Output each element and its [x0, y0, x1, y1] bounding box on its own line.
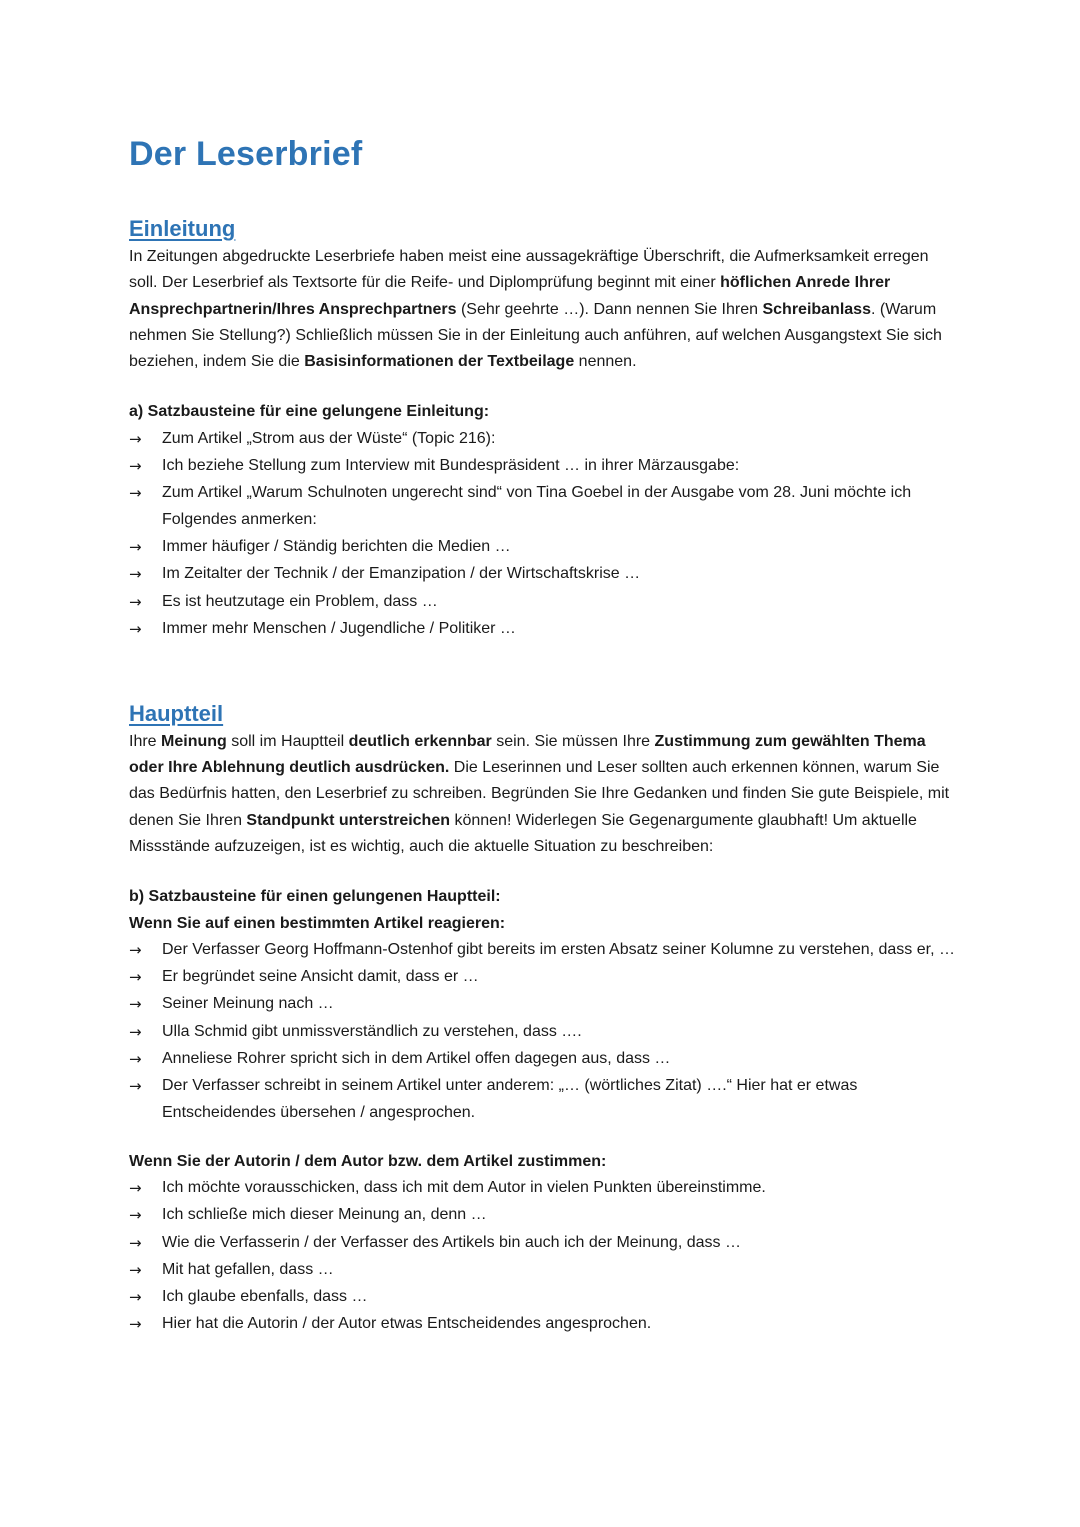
- page-title: Der Leserbrief: [129, 135, 363, 173]
- list-item-text: Immer häufiger / Ständig berichten die Medien …: [162, 538, 511, 556]
- section-hauptteil: [129, 699, 959, 1338]
- body-text: Die Leserinnen und Leser sollten auch erkennen können, warum Sie das Bedürfnis hatten, den Leserbrief zu schreiben. Begründen Sie Ihre Gedanken und finden Sie gute Beispiele, mit denen Sie Ihren: [129, 759, 950, 829]
- arrow-right-icon: →: [129, 1022, 142, 1041]
- list-item: [129, 1175, 959, 1202]
- body-text: . (Warum nehmen Sie Stellung?) Schließlich müssen Sie in der Einleitung auch anführen, auf welchen Ausgangstext Sie sich beziehen, indem Sie die: [129, 300, 942, 371]
- arrow-right-icon: →: [129, 429, 142, 448]
- section-einleitung: [129, 214, 959, 643]
- arrow-right-icon: →: [129, 1049, 142, 1068]
- hauptteil-group2-heading: Wenn Sie der Autorin / dem Autor bzw. dem Artikel zustimmen:: [129, 1152, 607, 1170]
- emphasis-text: höflichen Anrede Ihrer Ansprechpartnerin/Ihres Ansprechpartners: [129, 274, 891, 318]
- list-item: [129, 964, 959, 991]
- document-page: [129, 128, 959, 1338]
- arrow-right-icon: →: [129, 592, 142, 611]
- hauptteil-group1-heading: Wenn Sie auf einen bestimmten Artikel reagieren:: [129, 914, 506, 932]
- list-item: [129, 589, 959, 616]
- list-item-text: Der Verfasser schreibt in seinem Artikel unter anderem: „… (wörtliches Zitat) ….“ Hier hat er etwas Entscheidendes übersehen / angesprochen.: [162, 1076, 858, 1121]
- list-item: [129, 453, 959, 480]
- list-item-text: Zum Artikel „Strom aus der Wüste“ (Topic 216):: [162, 429, 496, 447]
- list-item-text: Wie die Verfasserin / der Verfasser des Artikels bin auch ich der Meinung, dass …: [162, 1233, 741, 1251]
- section-heading-hauptteil: Hauptteil: [129, 700, 224, 726]
- list-item: [129, 1311, 959, 1338]
- list-item-text: Ich schließe mich dieser Meinung an, denn …: [162, 1206, 487, 1224]
- arrow-right-icon: →: [129, 619, 142, 638]
- list-item-text: Es ist heutzutage ein Problem, dass …: [162, 592, 438, 610]
- einleitung-list-heading: a) Satzbausteine für eine gelungene Einleitung:: [129, 403, 490, 421]
- body-text: sein. Sie müssen Ihre: [491, 732, 655, 750]
- list-item-text: Seiner Meinung nach …: [162, 995, 334, 1013]
- arrow-right-icon: →: [129, 968, 142, 987]
- arrow-right-icon: →: [129, 1287, 142, 1306]
- body-text: können! Widerlegen Sie Gegenargumente glaubhaft! Um aktuelle Missstände aufzuzeigen, ist es wichtig, auch die aktuelle Situation zu beschreiben:: [129, 811, 917, 856]
- hauptteil-group2-list: [129, 1175, 959, 1338]
- list-item: [129, 426, 959, 453]
- body-text: nennen.: [574, 353, 637, 371]
- arrow-right-icon: →: [129, 1260, 142, 1279]
- list-item: [129, 1046, 959, 1073]
- emphasis-text: Zustimmung zum gewählten Thema oder Ihre Ablehnung deutlich ausdrücken.: [129, 732, 926, 777]
- list-item: [129, 480, 959, 534]
- einleitung-paragraph: [129, 244, 959, 375]
- arrow-right-icon: →: [129, 1179, 142, 1198]
- emphasis-text: Standpunkt unterstreichen: [246, 811, 450, 829]
- hauptteil-paragraph: [129, 729, 959, 860]
- arrow-right-icon: →: [129, 1315, 142, 1334]
- list-item-text: Hier hat die Autorin / der Autor etwas Entscheidendes angesprochen.: [162, 1315, 652, 1333]
- list-item: [129, 534, 959, 561]
- list-item: [129, 1284, 959, 1311]
- section-heading-einleitung: Einleitung: [129, 216, 236, 241]
- list-item-text: Immer mehr Menschen / Jugendliche / Politiker …: [162, 619, 516, 637]
- list-item-text: Ich glaube ebenfalls, dass …: [162, 1287, 368, 1305]
- list-item: [129, 1257, 959, 1284]
- list-item-text: Ulla Schmid gibt unmissverständlich zu verstehen, dass ….: [162, 1022, 582, 1040]
- emphasis-text: Meinung: [161, 732, 227, 750]
- body-text: Ihre: [129, 732, 162, 750]
- hauptteil-list-heading: b) Satzbausteine für einen gelungenen Hauptteil:: [129, 888, 501, 906]
- arrow-right-icon: →: [129, 995, 142, 1014]
- list-item: [129, 616, 959, 643]
- list-item: [129, 1019, 959, 1046]
- arrow-right-icon: →: [129, 1076, 142, 1095]
- list-item-text: Er begründet seine Ansicht damit, dass er …: [162, 968, 479, 986]
- list-item: [129, 937, 959, 964]
- body-text: (Sehr geehrte …). Dann nennen Sie Ihren: [456, 300, 763, 318]
- arrow-right-icon: →: [129, 565, 142, 584]
- list-item-text: Mit hat gefallen, dass …: [162, 1260, 334, 1278]
- list-item-text: Ich beziehe Stellung zum Interview mit Bundespräsident … in ihrer Märzausgabe:: [162, 456, 740, 474]
- list-item: [129, 1073, 959, 1127]
- arrow-right-icon: →: [129, 456, 142, 475]
- list-item-text: Ich möchte vorausschicken, dass ich mit dem Autor in vielen Punkten übereinstimme.: [162, 1179, 766, 1197]
- hauptteil-group1-list: [129, 937, 959, 1127]
- body-text: In Zeitungen abgedruckte Leserbriefe haben meist eine aussagekräftige Überschrift, die Aufmerksamkeit erregen soll. Der Leserbrief als Textsorte für die Reife- und Diplomprüfung beginnt mit einer: [129, 248, 929, 292]
- arrow-right-icon: →: [129, 1206, 142, 1225]
- list-item: [129, 991, 959, 1018]
- arrow-right-icon: →: [129, 1233, 142, 1252]
- arrow-right-icon: →: [129, 940, 142, 959]
- list-item: [129, 561, 959, 588]
- list-item: [129, 1230, 959, 1257]
- list-item-text: Zum Artikel „Warum Schulnoten ungerecht sind“ von Tina Goebel in der Ausgabe vom 28. Juni möchte ich Folgendes anmerken:: [162, 484, 912, 528]
- einleitung-phrase-list: [129, 426, 959, 643]
- arrow-right-icon: →: [129, 484, 142, 503]
- list-item: [129, 1202, 959, 1229]
- list-item-text: Anneliese Rohrer spricht sich in dem Artikel offen dagegen aus, dass …: [162, 1049, 671, 1067]
- emphasis-text: Schreibanlass: [762, 300, 871, 318]
- list-item-text: Der Verfasser Georg Hoffmann-Ostenhof gibt bereits im ersten Absatz seiner Kolumne zu verstehen, dass er, …: [162, 940, 955, 958]
- list-item-text: Im Zeitalter der Technik / der Emanzipation / der Wirtschaftskrise …: [162, 565, 641, 583]
- emphasis-text: Basisinformationen der Textbeilage: [304, 353, 575, 371]
- emphasis-text: deutlich erkennbar: [348, 732, 492, 750]
- body-text: soll im Hauptteil: [226, 732, 349, 750]
- arrow-right-icon: →: [129, 538, 142, 557]
